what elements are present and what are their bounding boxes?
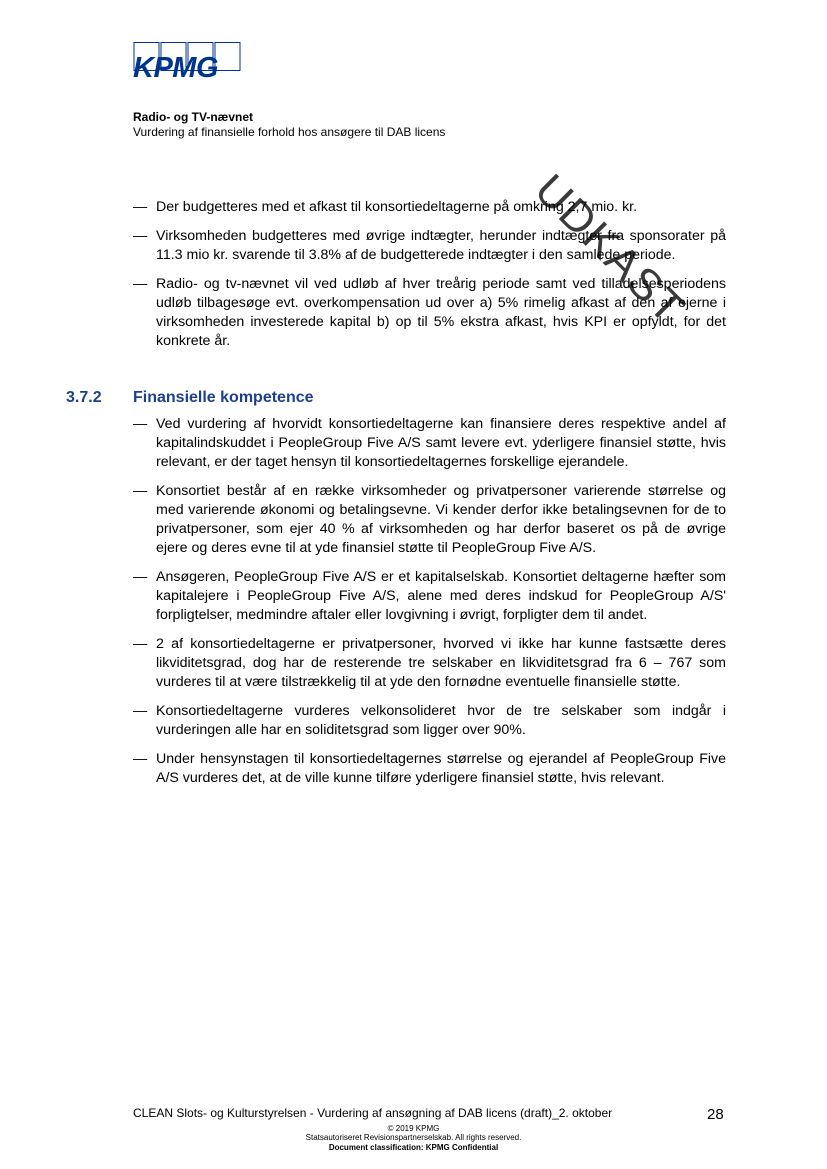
kpmg-logo: [133, 42, 241, 84]
dash-marker: —: [133, 199, 148, 215]
list-item-text: Under hensynstagen til konsortiedeltagernes størrelse og ejerandel af PeopleGroup Five A/S vurderes det, at de ville kunne tilføre yderligere finansiel støtte, hvis relevant.: [156, 751, 726, 786]
dash-marker: —: [133, 416, 148, 432]
list-item-text: 2 af konsortiedeltagerne er privatpersoner, hvorved vi ikke har kunne fastsætte deres likviditetsgrad, dog har de resterende tre selskaber en likviditetsgrad fra 6 – 767 som vurderes til at være tilstrækkelig til at yde den fornødne eventuelle finansielle støtte.: [156, 636, 726, 690]
list-item: [133, 635, 726, 692]
section-number: 3.7.2: [66, 389, 102, 406]
bullet-list-section: [133, 415, 726, 788]
list-item: [133, 227, 726, 265]
dash-marker: —: [133, 276, 148, 292]
dash-marker: —: [133, 228, 148, 244]
page-number: 28: [707, 1106, 724, 1123]
header-title: Radio- og TV-nævnet: [133, 110, 253, 124]
dash-marker: —: [133, 569, 148, 585]
list-item: [133, 198, 726, 217]
footer-classification: Document classification: KPMG Confidential: [328, 1143, 499, 1152]
dash-marker: —: [133, 751, 148, 767]
footer-document-line: CLEAN Slots- og Kulturstyrelsen - Vurdering af ansøgning af DAB licens (draft)_2. oktober: [133, 1106, 613, 1120]
list-item: [133, 750, 726, 788]
list-item: [133, 275, 726, 351]
list-item-text: Der budgetteres med et afkast til konsortiedeltagerne på omkring 2,7 mio. kr.: [156, 199, 638, 215]
list-item-text: Ved vurdering af hvorvidt konsortiedeltagerne kan finansiere deres respektive andel af kapitalindskuddet i PeopleGroup Five A/S samt levere evt. yderligere finansiel støtte, hvis relevant, er der taget hensyn til konsortiedeltagernes forskellige ejerandele.: [156, 416, 726, 470]
list-item-text: Radio- og tv-nævnet vil ved udløb af hver treårig periode samt ved tilladelsesperiodens udløb tilbagesøge evt. overkompensation ud over a) 5% rimelig afkast af den af ejerne i virksomheden investerede kapital b) op til 5% ekstra afkast, hvis KPI er opfyldt, for det konkrete år.: [156, 276, 726, 349]
header-subtitle: Vurdering af finansielle forhold hos ansøgere til DAB licens: [133, 125, 446, 139]
list-item: [133, 568, 726, 625]
section-title: Finansielle kompetence: [133, 389, 314, 406]
footer-legal: Statsautoriseret Revisionspartnerselskab. All rights reserved.: [305, 1133, 522, 1142]
bullet-list-top: [133, 198, 726, 351]
kpmg-logo-text: KPMG: [133, 52, 218, 84]
list-item-text: Konsortiet består af en række virksomheder og privatpersoner varierende størrelse og med varierende økonomi og betalingsevne. Vi kender derfor ikke betalingsevnen for de to privatpersoner, som ejer 40 % af virksomheden og har derfor baseret os på de øvrige ejere og deres evne til at yde finansiel støtte til PeopleGroup Five A/S.: [156, 483, 726, 556]
dash-marker: —: [133, 483, 148, 499]
list-item-text: Ansøgeren, PeopleGroup Five A/S er et kapitalselskab. Konsortiet deltagerne hæfter som kapitalejere i PeopleGroup Five A/S, alene med deres indskud for PeopleGroup A/S' forpligtelser, medmindre aftaler eller lovgivning i øvrigt, forpligter dem til andet.: [156, 569, 726, 623]
list-item: [133, 482, 726, 558]
list-item: [133, 702, 726, 740]
list-item: [133, 415, 726, 472]
footer-copyright: © 2019 KPMG: [387, 1124, 440, 1133]
document-header: [133, 110, 445, 140]
draft-watermark: UDKAST: [525, 165, 695, 335]
list-item-text: Konsortiedeltagerne vurderes velkonsolideret hvor de tre selskaber som indgår i vurderingen alle har en soliditetsgrad som ligger over 90%.: [156, 703, 726, 738]
list-item-text: Virksomheden budgetteres med øvrige indtægter, herunder indtægter fra sponsorater på 11.3 mio kr. svarende til 3.8% af de budgetterede indtægter i den samlede periode.: [156, 228, 726, 263]
dash-marker: —: [133, 703, 148, 719]
dash-marker: —: [133, 636, 148, 652]
